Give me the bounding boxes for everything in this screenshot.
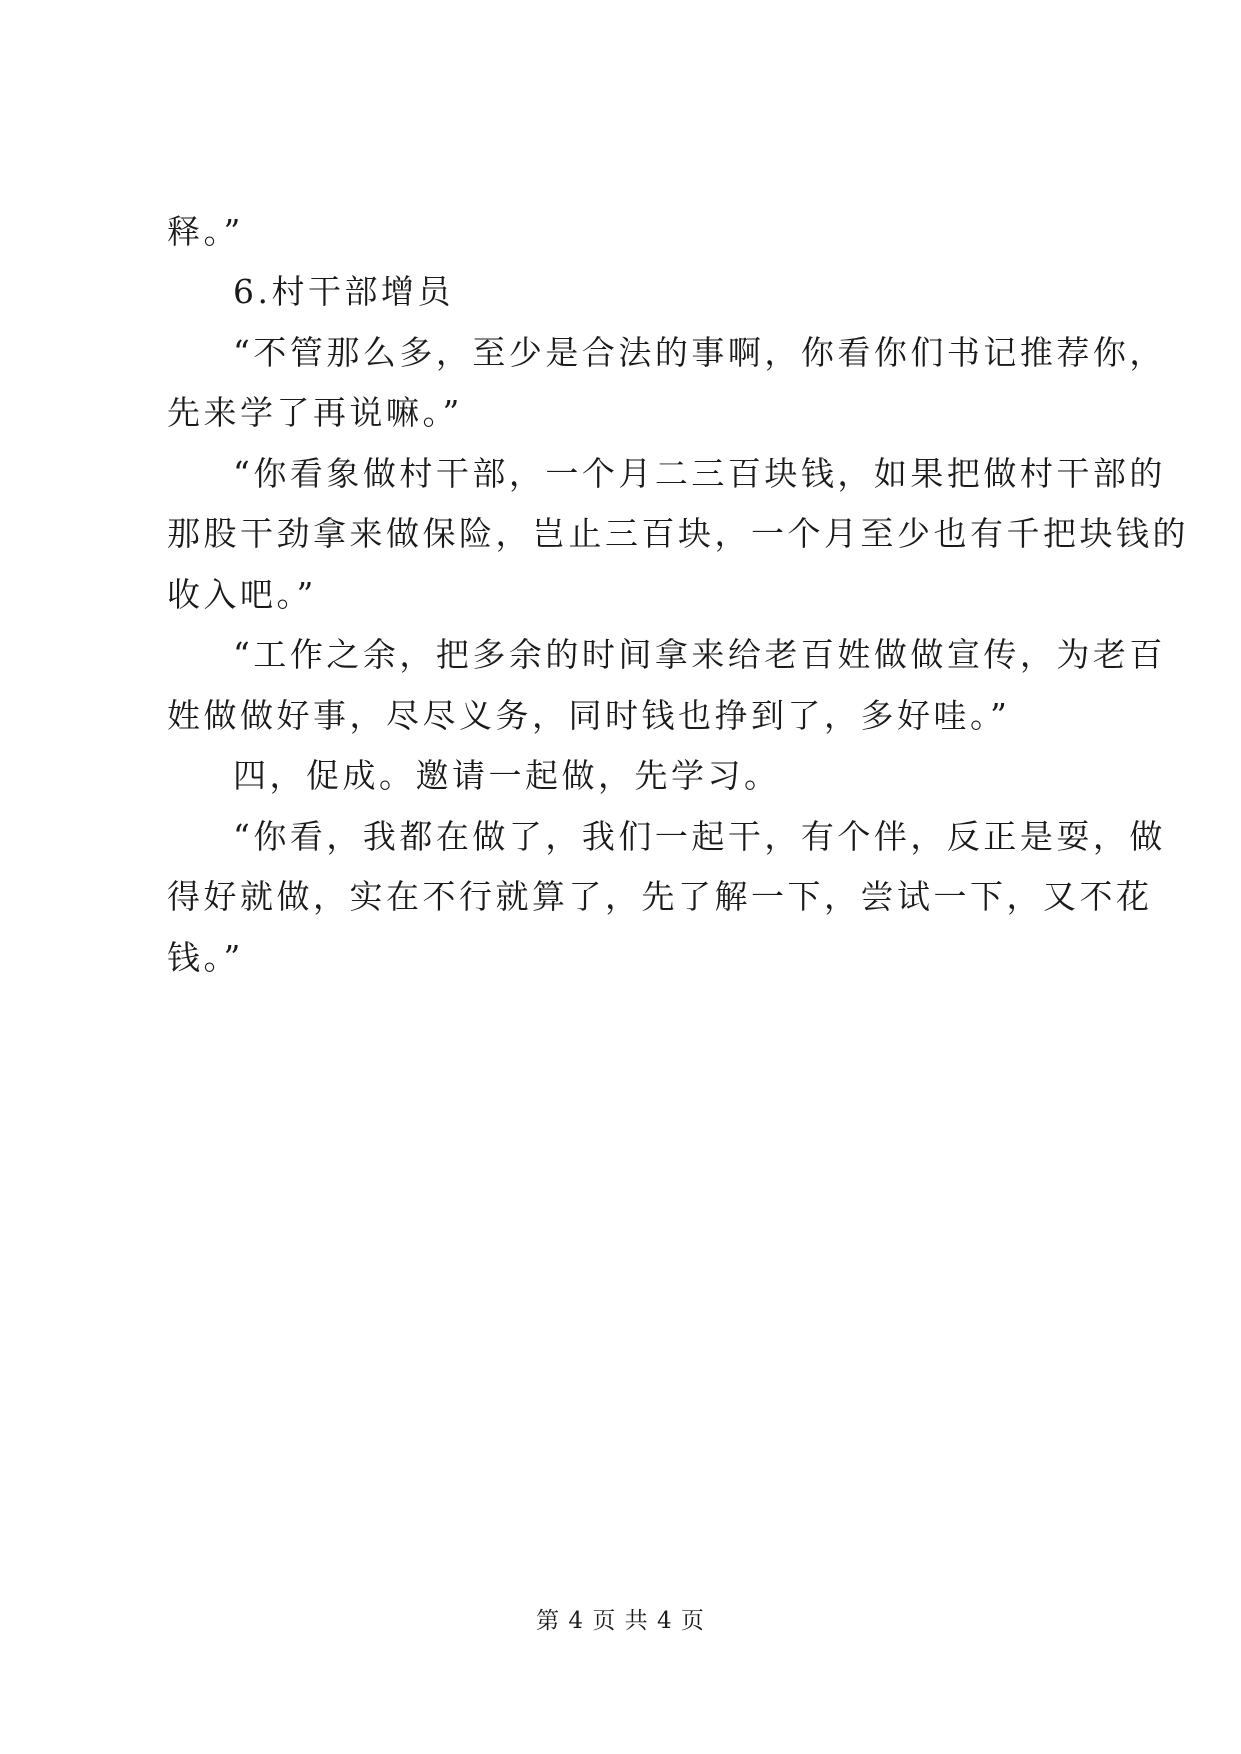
section-heading: 四，促成。邀请一起做，先学习。 bbox=[233, 756, 781, 795]
section-heading: 6.村干部增员 bbox=[233, 272, 454, 311]
text-line: 先来学了再说嘛。” bbox=[167, 393, 463, 432]
text-line: “你看象做村干部，一个月二三百块钱，如果把做村干部的 bbox=[233, 454, 1166, 493]
text-line: 姓做做好事，尽尽义务，同时钱也挣到了，多好哇。” bbox=[167, 696, 1011, 735]
text-line: 收入吧。” bbox=[167, 575, 317, 614]
text-line: “工作之余，把多余的时间拿来给老百姓做做宣传，为老百 bbox=[233, 635, 1166, 674]
page-footer: 第 4 页 共 4 页 bbox=[536, 1608, 705, 1634]
text-line: 钱。” bbox=[167, 938, 244, 977]
text-line: 得好就做，实在不行就算了，先了解一下，尝试一下，又不花 bbox=[167, 877, 1153, 916]
text-line: “你看，我都在做了，我们一起干，有个伴，反正是耍，做 bbox=[233, 817, 1166, 856]
text-line: 那股干劲拿来做保险，岂止三百块，一个月至少也有千把块钱的 bbox=[167, 514, 1189, 553]
text-line: 释。” bbox=[167, 212, 244, 251]
text-line: “不管那么多，至少是合法的事啊，你看你们书记推荐你， bbox=[233, 333, 1166, 372]
